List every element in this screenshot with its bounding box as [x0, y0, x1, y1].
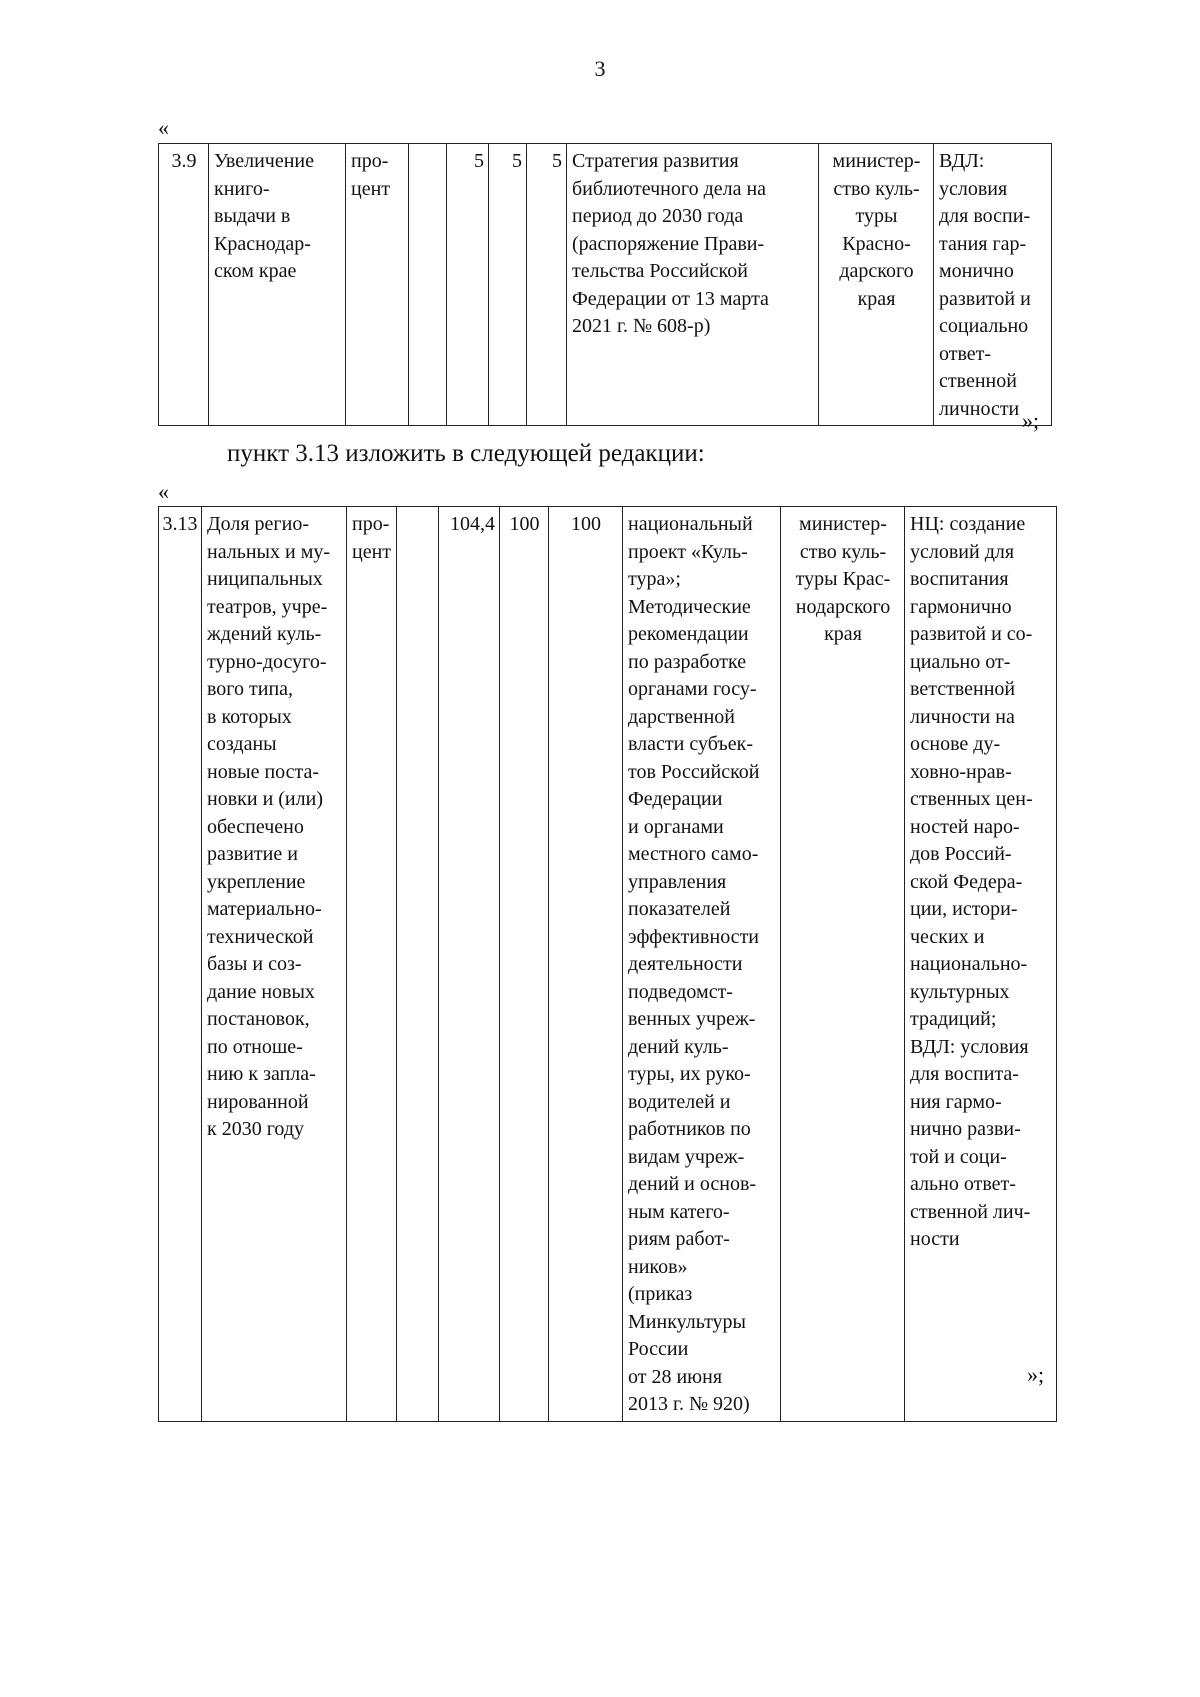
table-row-3-13: [158, 506, 1057, 1422]
base-value-cell: [397, 507, 439, 1422]
open-quote-1: «: [158, 115, 169, 140]
responsible-cell: министер- ство куль- туры Крас- нодарского края: [781, 507, 905, 1422]
goal-cell: ВДЛ: условия для воспи- тания гар- монично развитой и социально ответ- ственной личности: [934, 144, 1052, 426]
close-quote-2: »;: [1027, 1362, 1045, 1387]
goal-cell: НЦ: создание условий для воспитания гармонично развитой и со- циально от- ветственной личности на основе ду- ховно-нрав- ственных цен- ностей наро- дов Россий- ской Федера- ции, истори- ческих и национально- культурных традиций; ВДЛ: условия для воспита- ния гармо- нично разви- той и соци- ально ответ- ственной лич- ности: [905, 507, 1057, 1422]
value-3-cell: 5: [527, 144, 567, 426]
value-1-cell: 104,4: [439, 507, 500, 1422]
value-1-cell: 5: [447, 144, 489, 426]
row-number-cell: 3.13: [159, 507, 202, 1422]
unit-cell: про- цент: [346, 144, 409, 426]
document-cell: Стратегия развития библиотечного дела на период до 2030 года (распоряжение Прави- тельства Российской Федерации от 13 марта 2021 г. № 608-р): [567, 144, 819, 426]
unit-cell: про- цент: [347, 507, 397, 1422]
indicator-name-cell: Доля регио- нальных и му- ниципальных театров, учре- ждений куль- турно-досуго- вого типа, в которых созданы новые поста- новки и (или) обеспечено развитие и укрепление материально- технической базы и соз- дание новых постановок, по отноше- нию к запла- нированной к 2030 году: [202, 507, 347, 1422]
value-2-cell: 100: [500, 507, 549, 1422]
intro-sentence: пункт 3.13 изложить в следующей редакции:: [227, 440, 705, 467]
close-quote-1: »;: [1022, 408, 1040, 433]
value-3-cell: 100: [549, 507, 623, 1422]
indicator-name-cell: Увеличение книго- выдачи в Краснодар- ском крае: [209, 144, 346, 426]
row-number-cell: 3.9: [159, 144, 209, 426]
page-number: 3: [594, 56, 606, 81]
document-cell: национальный проект «Куль- тура»; Методические рекомендации по разработке органами госу- дарственной власти субъек- тов Российской Федерации и органами местного само- управления показателей эффективности деятельности подведомст- венных учреж- дений куль- туры, их руко- водителей и работников по видам учреж- дений и основ- ным катего- риям работ- ников» (приказ Минкультуры России от 28 июня 2013 г. № 920): [623, 507, 781, 1422]
table-row-3-9: [158, 143, 1052, 426]
responsible-cell: министер- ство куль- туры Красно- дарского края: [819, 144, 934, 426]
open-quote-2: «: [158, 479, 169, 504]
base-value-cell: [409, 144, 447, 426]
value-2-cell: 5: [489, 144, 527, 426]
